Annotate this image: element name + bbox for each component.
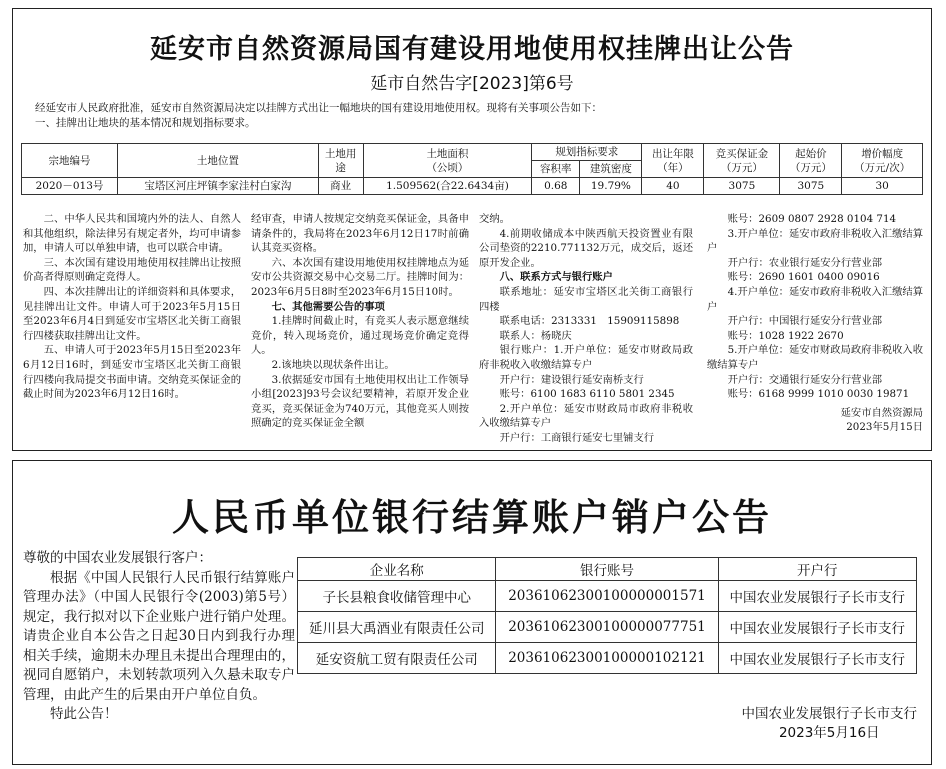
intro-line: 一、挂牌出让地块的基本情况和规划指标要求。: [35, 117, 256, 129]
account-number: 账号：6168 9999 1010 0030 19871: [727, 388, 910, 401]
cell-bank: 中国农业发展银行子长市支行: [718, 581, 916, 612]
notice-intro: [35, 101, 911, 131]
bank-account-info: 3.开户单位：延安市政府非税收入汇缴结算户: [707, 227, 923, 255]
table-header-row: [298, 558, 917, 581]
notice-body: [23, 212, 923, 448]
notice-date: 2023年5月15日: [846, 421, 923, 434]
bank-name: 开户行：工商银行延安七里铺支行: [499, 431, 655, 444]
cell-account: 20361062300100000102121: [496, 643, 718, 674]
text-column-3: [479, 212, 693, 448]
signature: 中国农业发展银行子长市支行: [741, 706, 917, 722]
paragraph: 3.依据延安市国有土地使用权出让工作领导小组[2023]93号会议纪要精神，若原开发企业竞买，竞买保证金为740万元，其他竞买人则按照确定的竞买保证金全额: [251, 373, 469, 430]
bank-name: 开户行：中国银行延安分行营业部: [727, 315, 883, 328]
paragraph: 五、申请人可于2023年5月15日至2023年6月12日16时，到延安市宝塔区北关街工商银行四楼向我局提交书面申请。交纳竞买保证金的截止时间为2023年6月12日16时。: [23, 344, 241, 401]
text-column-4: [707, 212, 923, 448]
contact-person: 联系人：杨晓庆: [499, 329, 572, 342]
header-term: 出让年限 （年）: [642, 144, 704, 178]
account-number: 账号：1028 1922 2670: [727, 329, 844, 342]
cell-account: 20361062300100000077751: [496, 612, 718, 643]
header-increment: 增价幅度 （万元/次）: [842, 144, 923, 178]
account-table: [297, 557, 917, 674]
land-parcel-table: [21, 143, 923, 195]
land-auction-notice: [12, 8, 932, 451]
text-column-1: [23, 212, 241, 448]
header-company: 企业名称: [298, 558, 496, 581]
table-row: [22, 178, 923, 195]
notice-title: 人民币单位银行结算账户销户公告: [172, 496, 772, 539]
header-account: 银行账号: [496, 558, 718, 581]
header-planning: 规划指标要求: [532, 144, 642, 161]
notice-date: 2023年5月16日: [778, 725, 880, 741]
greeting: 尊敬的中国农业发展银行客户：: [23, 550, 212, 566]
contact-address: 联系地址：延安市宝塔区北关街工商银行四楼: [479, 285, 693, 313]
account-number: 账号：2609 0807 2928 0104 714: [727, 213, 897, 225]
header-code: 宗地编号: [22, 144, 118, 178]
cell-increment: 30: [842, 178, 923, 195]
bank-account-info: 银行账户：1.开户单位：延安市财政局政府非税收入收缴结算专户: [479, 344, 693, 371]
header-density: 建筑密度: [580, 161, 642, 178]
header-deposit: 竞买保证金 （万元）: [704, 144, 780, 178]
table-row: [298, 612, 917, 643]
header-bank: 开户行: [718, 558, 916, 581]
cell-area: 1.509562(合22.6434亩): [363, 178, 532, 195]
table-row: [298, 643, 917, 674]
account-number: 账号：6100 1683 6110 5801 2345: [499, 388, 675, 401]
bank-name: 开户行：农业银行延安分行营业部: [727, 256, 883, 269]
header-use: 土地用途: [318, 144, 363, 178]
cell-code: 2020－013号: [22, 178, 118, 195]
text-column-2: [251, 212, 469, 448]
cell-density: 19.79%: [580, 178, 642, 195]
table-row: [298, 581, 917, 612]
cell-company: 延安资航工贸有限责任公司: [298, 643, 496, 674]
bank-account-info: 5.开户单位：延安市财政局政府非税收入收缴结算专户: [707, 344, 923, 371]
table-header-row: [22, 144, 923, 161]
paragraph: 二、中华人民共和国境内外的法人、自然人和其他组织，除法律另有规定者外，均可申请参加，申请人可以单独申请，也可以联合申请。: [23, 213, 241, 255]
notice-title: 延安市自然资源局国有建设用地使用权挂牌出让公告: [150, 34, 794, 65]
intro-line: 经延安市人民政府批准，延安市自然资源局决定以挂牌方式出让一幅地块的国有建设用地使用权。现将有关事项公告如下：: [35, 102, 602, 114]
bank-name: 开户行：建设银行延安南桥支行: [499, 373, 644, 386]
paragraph: 六、本次国有建设用地使用权挂牌地点为延安市公共资源交易中心交易二厅。挂牌时间为：2023年6月5日8时至2023年6月15日10时。: [251, 256, 469, 298]
notice-number: 延市自然告字[2023]第6号: [370, 74, 574, 94]
cell-plot-ratio: 0.68: [532, 178, 580, 195]
paragraph: 四、本次挂牌出让的详细资料和具体要求，见挂牌出让文件。申请人可于2023年5月15日至2023年6月4日到延安市宝塔区北关街工商银行四楼获取挂牌出让文件。: [23, 285, 241, 342]
account-number: 账号：2690 1601 0400 09016: [727, 271, 880, 284]
section-heading: 八、联系方式与银行账户: [499, 271, 613, 284]
paragraph: 4.前期收储成本中陕西航天投资置业有限公司垫资的2210.771132万元，成交后，返还原开发企业。: [479, 227, 693, 269]
header-start-price: 起始价 （万元）: [780, 144, 842, 178]
bank-account-info: 2.开户单位：延安市财政局市政府非税收入收缴结算专户: [479, 402, 693, 430]
closing: 特此公告！: [50, 706, 118, 722]
account-closure-notice: [12, 460, 932, 765]
paragraph: 2.该地块以现状条件出让。: [271, 358, 395, 371]
cell-company: 延川县大禹酒业有限责任公司: [298, 612, 496, 643]
paragraph: 三、本次国有建设用地使用权挂牌出让按照价高者得原则确定竞得人。: [23, 256, 241, 284]
cell-account: 20361062300100000001571: [496, 581, 718, 612]
signature: 延安市自然资源局: [840, 406, 923, 419]
bank-account-info: 4.开户单位：延安市政府非税收入汇缴结算户: [707, 285, 923, 313]
header-location: 土地位置: [118, 144, 319, 178]
paragraph: 1.挂牌时间截止时，有竞买人表示愿意继续竞价，转入现场竞价，通过现场竞价确定竞得人。: [251, 315, 469, 357]
header-area: 土地面积 （公顷）: [363, 144, 532, 178]
cell-use: 商业: [318, 178, 363, 195]
notice-body: [23, 549, 295, 725]
signature-block: [742, 705, 918, 743]
contact-phone: 联系电话：2313331 15909115898: [499, 315, 680, 328]
cell-start-price: 3075: [780, 178, 842, 195]
bank-name: 开户行：交通银行延安分行营业部: [727, 373, 883, 386]
paragraph: 交纳。: [479, 213, 510, 225]
cell-term: 40: [642, 178, 704, 195]
cell-location: 宝塔区河庄坪镇李家洼村白家沟: [118, 178, 319, 195]
paragraph: 根据《中国人民银行人民币银行结算账户管理办法》（中国人民银行令(2003)第5号）规定，我行拟对以下企业账户进行销户处理。请贵企业自本公告之日起30日内到我行办理相关手续，逾期未办理且未提出合理理由的，视同自愿销户，未划转款项列入久悬未取专户管理，由此产生的后果由开户单位自负。: [23, 569, 295, 703]
paragraph: 经审查，申请人按规定交纳竞买保证金，具备申请条件的，我局将在2023年6月12日17时前确认其竞买资格。: [251, 213, 469, 255]
cell-bank: 中国农业发展银行子长市支行: [718, 612, 916, 643]
header-plot-ratio: 容积率: [532, 161, 580, 178]
cell-bank: 中国农业发展银行子长市支行: [718, 643, 916, 674]
section-heading: 七、其他需要公告的事项: [271, 300, 385, 313]
cell-company: 子长县粮食收储管理中心: [298, 581, 496, 612]
cell-deposit: 3075: [704, 178, 780, 195]
